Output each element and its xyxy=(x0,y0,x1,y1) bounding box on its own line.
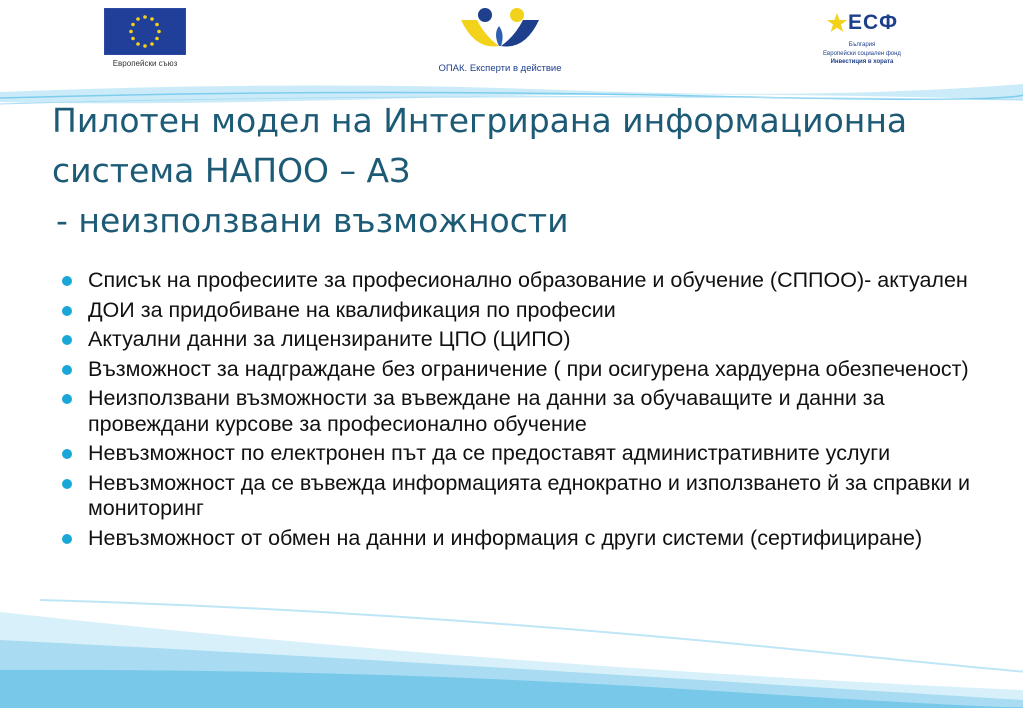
list-item-text: Невъзможност по електронен път да се предоставят административните услуги xyxy=(88,441,891,465)
bullet-icon xyxy=(62,449,72,459)
bullet-icon xyxy=(62,276,72,286)
list-item-text: Невъзможност да се въвежда информацията еднократно и използването й за справки и мониторинг xyxy=(88,470,970,520)
opak-caption: ОПАК. Експерти в действие xyxy=(438,63,562,74)
list-item xyxy=(60,327,990,353)
bullet-icon xyxy=(62,394,72,404)
bullet-icon xyxy=(62,335,72,345)
title-line-3: - неизползвани възможности xyxy=(56,201,569,240)
star-icon xyxy=(826,12,848,34)
list-item xyxy=(60,357,990,383)
slide-title xyxy=(52,96,992,246)
list-item xyxy=(60,298,990,324)
bullet-icon xyxy=(62,365,72,375)
eu-logo xyxy=(104,8,186,68)
bullet-list xyxy=(60,268,990,555)
list-item xyxy=(60,268,990,294)
bullet-icon xyxy=(62,534,72,544)
esf-caption: Европейски социален фонд xyxy=(823,51,901,57)
title-line-1: Пилотен модел на Интегрирана информационна xyxy=(52,101,908,140)
list-item-text: Възможност за надграждане без ограничение ( при осигурена хардуерна обезпеченост) xyxy=(88,356,969,381)
list-item-text: Списък на професиите за професионално образование и обучение (СППОО)- актуален xyxy=(88,268,968,292)
esf-slogan: Инвестиция в хората xyxy=(830,59,894,65)
eu-flag-icon xyxy=(104,8,186,55)
opak-figures-icon xyxy=(455,6,545,56)
esf-text: ЕСФ xyxy=(847,11,899,34)
eu-caption: Европейски съюз xyxy=(112,59,178,68)
esf-country: България xyxy=(848,42,876,48)
list-item-text: Неизползвани възможности за въвеждане на данни за обучаващите и данни за провеждани курсове за професионално обучение xyxy=(88,386,885,436)
list-item-text: ДОИ за придобиване на квалификация по професии xyxy=(88,297,616,322)
bullet-icon xyxy=(62,479,72,489)
title-line-2: система НАПОО – АЗ xyxy=(52,151,411,190)
list-item-text: Актуални данни за лицензираните ЦПО (ЦИПО) xyxy=(88,327,571,351)
list-item xyxy=(60,526,990,552)
bullet-icon xyxy=(62,306,72,316)
list-item xyxy=(60,441,990,467)
list-item xyxy=(60,471,990,522)
opak-logo xyxy=(410,6,590,74)
list-item xyxy=(60,386,990,437)
list-item-text: Невъзможност от обмен на данни и информация с други системи (сертифициране) xyxy=(88,525,923,550)
esf-logo xyxy=(820,6,904,66)
